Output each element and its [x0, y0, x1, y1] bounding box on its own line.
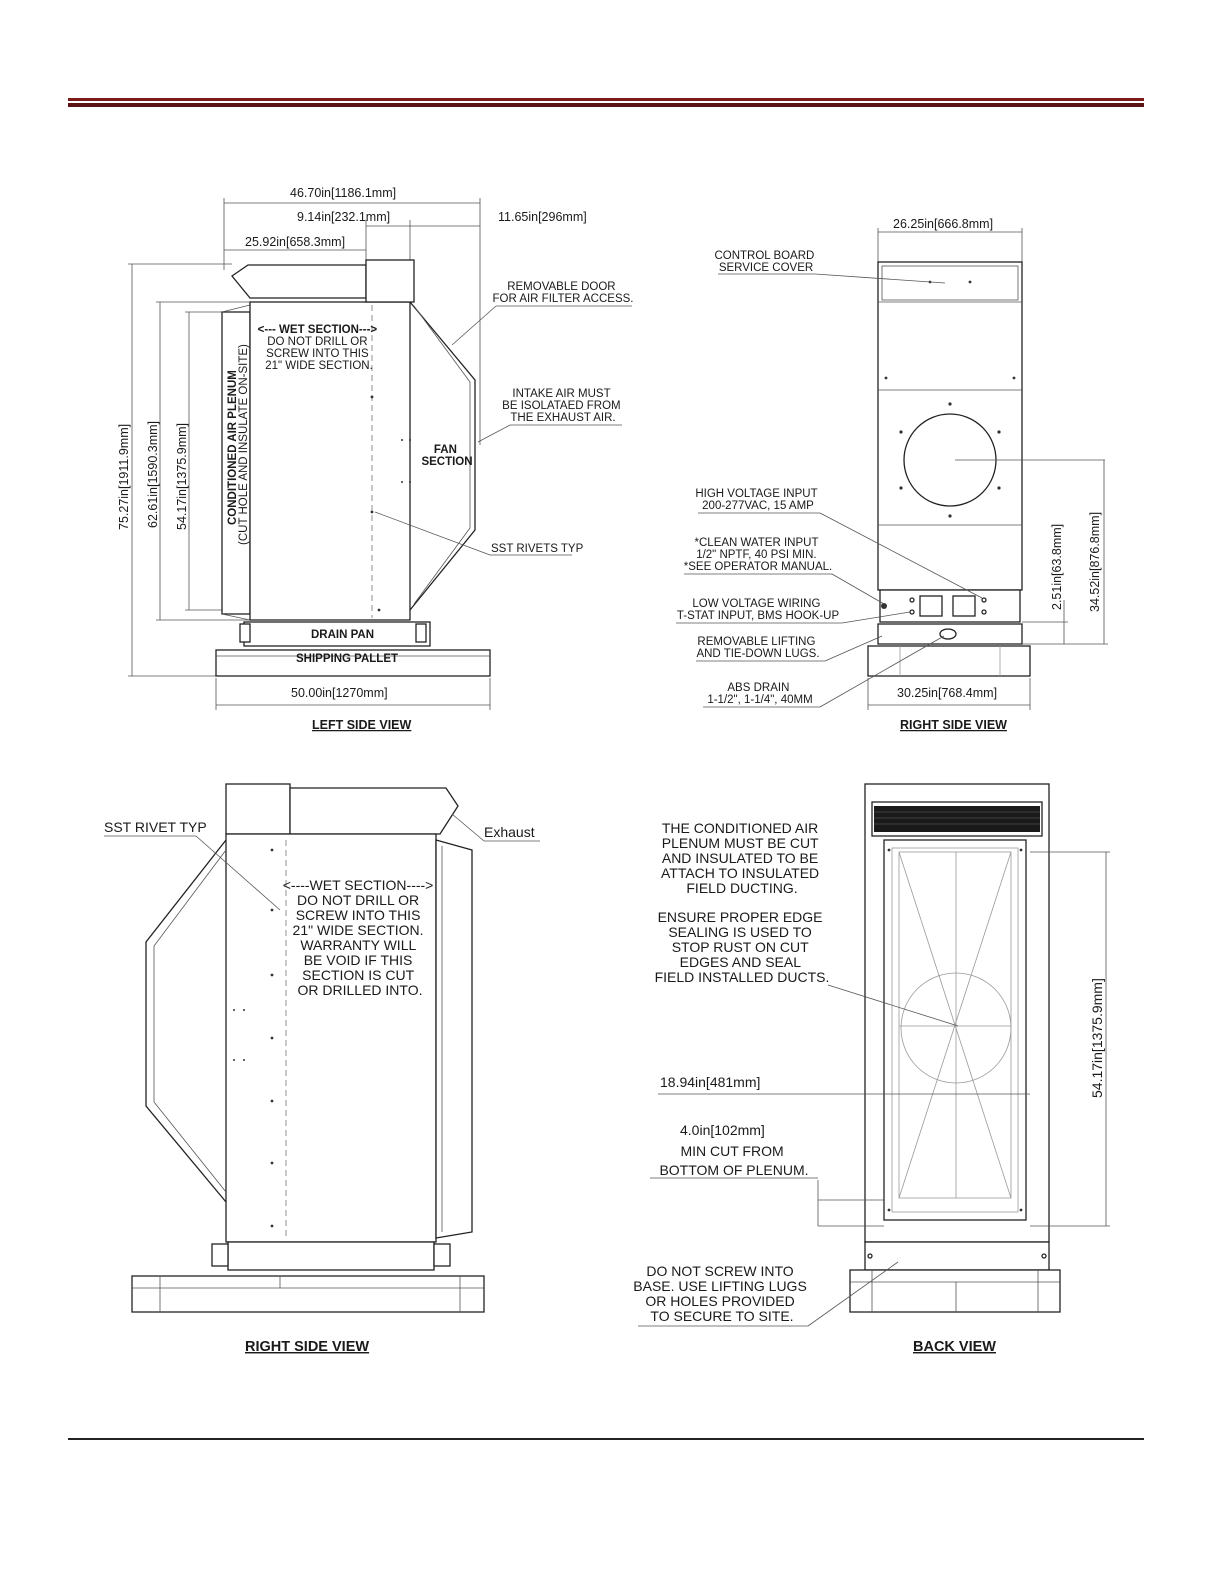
dim-rs-height-small: 2.51in[63.8mm]	[1050, 523, 1064, 610]
dim-ls-overall-height: 75.27in[1911.9mm]	[117, 423, 131, 530]
lugs-note: REMOVABLE LIFTING AND TIE-DOWN LUGS.	[696, 636, 820, 660]
plenum-label: CONDITIONED AIR PLENUM	[227, 370, 239, 525]
rivets-note: SST RIVETS TYP	[491, 543, 584, 555]
wet-section-warning: <--- WET SECTION---> DO NOT DRILL OR SCREW INTO THIS 21" WIDE SECTION.	[257, 324, 378, 372]
left-side-view-title: LEFT SIDE VIEW	[312, 718, 412, 732]
left-side-view	[117, 186, 634, 732]
dim-rs-width: 26.25in[666.8mm]	[893, 217, 994, 231]
control-board-note: CONTROL BOARD SERVICE COVER	[714, 250, 815, 274]
base-note: DO NOT SCREW INTO BASE. USE LIFTING LUGS OR HOLES PROVIDED TO SECURE TO SITE.	[633, 1263, 807, 1324]
drain-pan-label: DRAIN PAN	[311, 629, 375, 641]
right-side-view-bottom-title: RIGHT SIDE VIEW	[245, 1339, 370, 1355]
water-note: *CLEAN WATER INPUT 1/2" NPTF, 40 PSI MIN. *SEE OPERATOR MANUAL.	[683, 537, 833, 573]
dim-back-height: 54.17in[1375.9mm]	[1089, 978, 1105, 1098]
dim-back-width: 18.94in[481mm]	[660, 1074, 761, 1090]
dim-ls-plenum-width: 25.92in[658.3mm]	[245, 235, 346, 249]
edge-sealing-note: ENSURE PROPER EDGE SEALING IS USED TO STOP RUST ON CUT EDGES AND SEAL FIELD INSTALLED DUCTS.	[654, 909, 830, 985]
footer-rule	[68, 1438, 1144, 1440]
dim-ls-fan-offset: 9.14in[232.1mm]	[297, 210, 391, 224]
dim-ls-door: 11.65in[296mm]	[498, 210, 587, 224]
dim-rs-height-large: 34.52in[876.8mm]	[1088, 511, 1102, 612]
right-side-view-top	[676, 217, 1108, 732]
back-view	[633, 784, 1110, 1355]
min-cut-note: MIN CUT FROM BOTTOM OF PLENUM.	[659, 1143, 809, 1178]
fan-section-label: FAN SECTION	[421, 444, 473, 468]
low-voltage-note: LOW VOLTAGE WIRING T-STAT INPUT, BMS HOOK-UP	[676, 598, 840, 622]
door-note: REMOVABLE DOOR FOR AIR FILTER ACCESS.	[492, 281, 634, 305]
dim-ls-overall-width: 46.70in[1186.1mm]	[290, 186, 397, 200]
right-side-view-bottom	[104, 784, 540, 1355]
drain-note: ABS DRAIN 1-1/2", 1-1/4", 40MM	[707, 682, 813, 706]
dim-back-min-cut: 4.0in[102mm]	[680, 1122, 765, 1138]
high-voltage-note: HIGH VOLTAGE INPUT 200-277VAC, 15 AMP	[695, 488, 818, 512]
exhaust-note: Exhaust	[484, 824, 535, 840]
rivet-note: SST RIVET TYP	[104, 819, 207, 835]
dim-rs-pallet: 30.25in[768.4mm]	[897, 686, 998, 700]
plenum-sub-label: (CUT HOLE AND INSULATE ON-SITE)	[238, 344, 250, 545]
right-side-view-top-title: RIGHT SIDE VIEW	[900, 718, 1007, 732]
wet-section-warning-large: <----WET SECTION----> DO NOT DRILL OR SCREW INTO THIS 21" WIDE SECTION. WARRANTY WILL BE VOID IF THIS SECTION IS CUT OR DRILLED INTO.	[282, 877, 434, 998]
back-view-title: BACK VIEW	[913, 1339, 996, 1355]
plenum-cut-note: THE CONDITIONED AIR PLENUM MUST BE CUT AND INSULATED TO BE ATTACH TO INSULATED FIELD DUCTING.	[660, 820, 820, 896]
dim-ls-pallet-width: 50.00in[1270mm]	[291, 686, 388, 700]
shipping-pallet-label: SHIPPING PALLET	[296, 653, 399, 665]
dim-ls-plenum-height: 54.17in[1375.9mm]	[175, 422, 189, 530]
intake-note: INTAKE AIR MUST BE ISOLATAED FROM THE EXHAUST AIR.	[502, 388, 621, 424]
dim-ls-cabinet-height: 62.61in[1590.3mm]	[146, 420, 160, 528]
